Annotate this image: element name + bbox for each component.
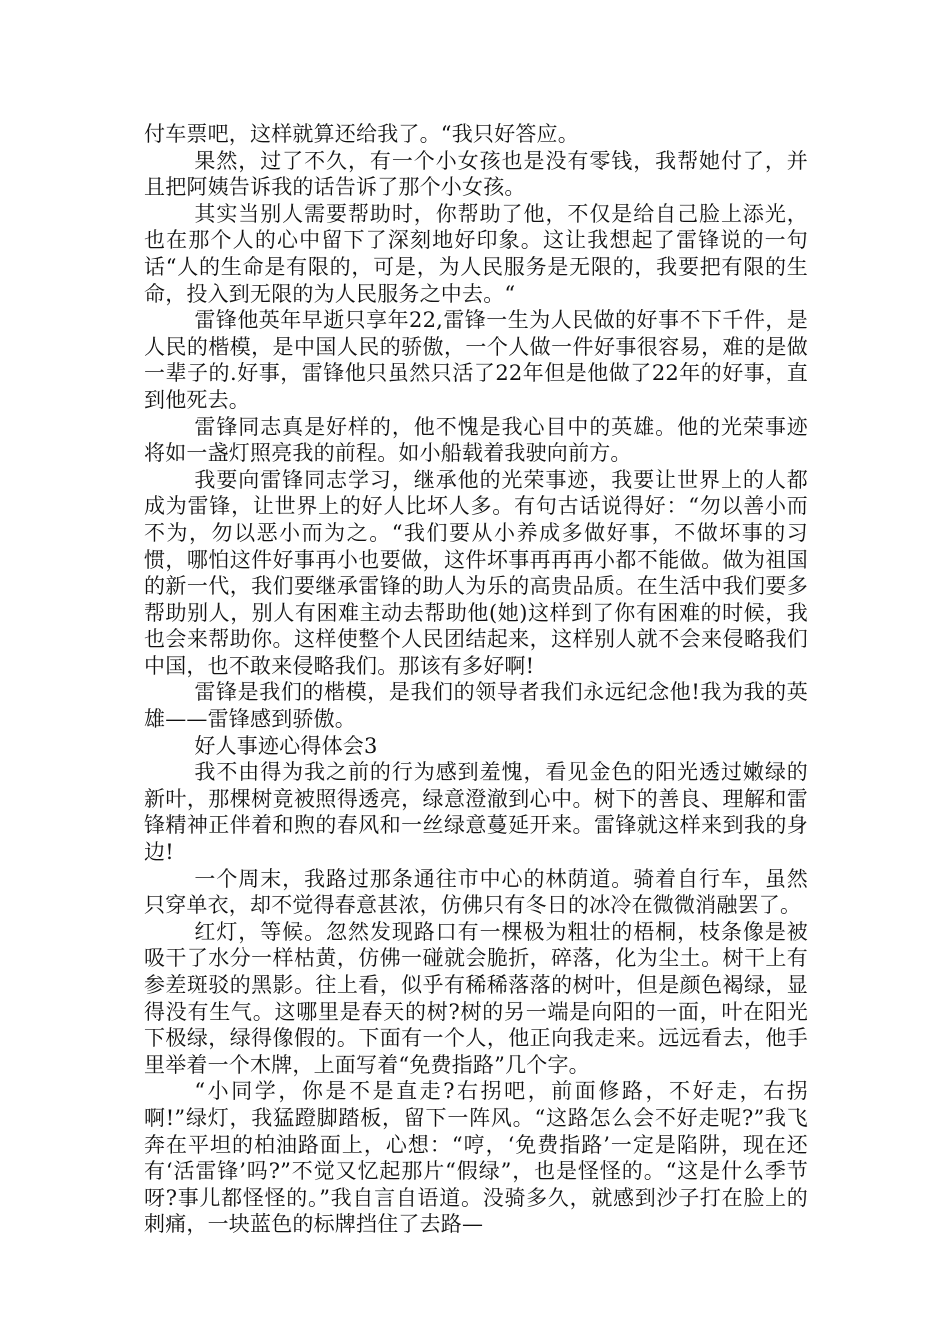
- paragraph: 付车票吧，这样就算还给我了。“我只好答应。: [144, 122, 579, 146]
- paragraph: “小同学，你是不是直走?右拐吧，前面修路，不好走，右拐啊!”绿灯，我猛蹬脚踏板，留下一阵风。“这路怎么会不好走呢?”我飞奔在平坦的柏油路面上，心想：“哼，‘免费指路’一定是陷阱，现在还有‘活雷锋’吗?”不觉又忆起那片“假绿”，也是怪怪的。“这是什么季节呀?事儿都怪怪的。”我自言自语道。没骑多久，就感到沙子打在脸上的刺痛，一块蓝色的标牌挡住了去路—: [144, 1079, 808, 1237]
- paragraph: 其实当别人需要帮助时，你帮助了他，不仅是给自己脸上添光，也在那个人的心中留下了深刻地好印象。这让我想起了雷锋说的一句话“人的生命是有限的，可是，为人民服务是无限的，我要把有限的生命，投入到无限的为人民服务之中去。“: [144, 201, 808, 306]
- paragraph: 果然，过了不久，有一个小女孩也是没有零钱，我帮她付了，并且把阿姨告诉我的话告诉了那个小女孩。: [144, 148, 808, 200]
- paragraph: 我要向雷锋同志学习，继承他的光荣事迹，我要让世界上的人都成为雷锋，让世界上的好人比坏人多。有句古话说得好：“勿以善小而不为，勿以恶小而为之。“我们要从小养成多做好事，不做坏事的习惯，哪怕这件好事再小也要做，这件坏事再再再小都不能做。做为祖国的新一代，我们要继承雷锋的助人为乐的高贵品质。在生活中我们要多帮助别人，别人有困难主动去帮助他(她)这样到了你有困难的时候，我也会来帮助你。这样使整个人民团结起来，这样别人就不会来侵略我们中国，也不敢来侵略我们。那该有多好啊!: [144, 467, 808, 678]
- paragraph: 雷锋是我们的楷模，是我们的领导者我们永远纪念他!我为我的英雄——雷锋感到骄傲。: [144, 680, 808, 732]
- document-body: [144, 121, 808, 1238]
- section-heading: 好人事迹心得体会3: [194, 733, 378, 758]
- paragraph: 红灯，等候。忽然发现路口有一棵极为粗壮的梧桐，枝条像是被吸干了水分一样枯黄，仿佛一碰就会脆折，碎落，化为尘土。树干上有参差斑驳的黑影。往上看，似乎有稀稀落落的树叶，但是颜色褐绿，显得没有生气。这哪里是春天的树?树的另一端是向阳的一面，叶在阳光下极绿，绿得像假的。下面有一个人，他正向我走来。远远看去，他手里举着一个木牌，上面写着“免费指路”几个字。: [144, 919, 808, 1077]
- paragraph: 雷锋同志真是好样的，他不愧是我心目中的英雄。他的光荣事迹将如一盏灯照亮我的前程。如小船载着我驶向前方。: [144, 414, 808, 466]
- paragraph: 我不由得为我之前的行为感到羞愧，看见金色的阳光透过嫩绿的新叶，那棵树竟被照得透亮，绿意澄澈到心中。树下的善良、理解和雷锋精神正伴着和煦的春风和一丝绿意蔓延开来。雷锋就这样来到我的身边!: [144, 760, 808, 865]
- paragraph: 一个周末，我路过那条通往市中心的林荫道。骑着自行车，虽然只穿单衣，却不觉得春意甚浓，仿佛只有冬日的冰冷在微微消融罢了。: [144, 866, 808, 918]
- paragraph: 雷锋他英年早逝只享年22,雷锋一生为人民做的好事不下千件，是人民的楷模，是中国人民的骄傲，一个人做一件好事很容易，难的是做一辈子的.好事，雷锋他只虽然只活了22年但是他做了22年的好事，直到他死去。: [144, 308, 808, 412]
